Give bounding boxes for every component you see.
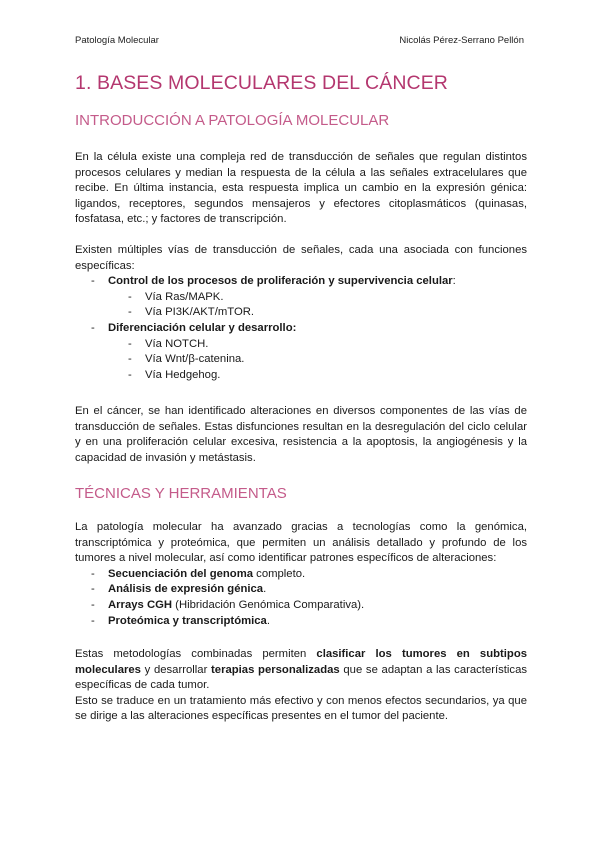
chapter-title: 1. BASES MOLECULARES DEL CÁNCER (75, 72, 448, 94)
list-item-bold: Análisis de expresión génica (108, 583, 264, 596)
text-bold: clasificar los tumores en subtipos moleculares (75, 648, 527, 676)
list-item-rest: (Hibridación Genómica Comparativa). (172, 598, 365, 611)
list-item-suffix: : (452, 275, 456, 288)
section-heading-intro: INTRODUCCIÓN A PATOLOGÍA MOLECULAR (75, 112, 390, 129)
paragraph-text: La patología molecular ha avanzado gracias a tecnologías como la genómica, transcriptómica y proteómica, que permiten un análisis detallado y profundo de los tumores a nivel molecular, así como identificar patrones específicos de alteraciones: (75, 521, 527, 565)
list-subitem: - Vía Ras/MAPK. (75, 290, 527, 306)
intro-paragraph-1 (75, 150, 527, 228)
list-item-bold: Control de los procesos de proliferación y supervivencia celular (108, 275, 453, 288)
paragraph-text (75, 647, 527, 694)
techniques-paragraph-1 (75, 520, 527, 629)
text-run: y desarrollar (140, 663, 212, 676)
list-item-rest: . (263, 583, 267, 596)
list-item-bold: Arrays CGH (108, 598, 173, 611)
list-subitem: - Vía PI3K/AKT/mTOR. (75, 305, 527, 321)
list-item (75, 582, 527, 598)
techniques-paragraph-2 (75, 647, 527, 725)
paragraph-text: Esto se traduce en un tratamiento más efectivo y con menos efectos secundarios, ya que se dirige a las alteraciones específicas presentes en el tumor del paciente. (75, 694, 527, 723)
list-item-bold: Proteómica y transcriptómica (108, 614, 267, 627)
header-course: Patología Molecular (75, 35, 159, 46)
header-author: Nicolás Pérez-Serrano Pellón (399, 35, 524, 46)
list-item (75, 614, 527, 630)
list-subitem: - Vía Wnt/β-catenina. (75, 352, 527, 368)
intro-paragraph-3 (75, 404, 527, 466)
paragraph-text: En la célula existe una compleja red de transducción de señales que regulan distintos procesos celulares y median la respuesta de la célula a las señales extracelulares que recibe. En última instancia, esta respuesta implica un cambio en la expresión génica: ligandos, receptores, segundos mensajeros y efectores citoplasmáticos (quinasas, fosfatasa, etc.; y factores de transcripción. (75, 151, 527, 226)
list-item (75, 598, 527, 614)
list-item-bold: Diferenciación celular y desarrollo: (108, 321, 297, 334)
intro-paragraph-2 (75, 243, 527, 383)
paragraph-text: En el cáncer, se han identificado alteraciones en diversos componentes de las vías de transducción de señales. Estas disfunciones resultan en la desregulación del ciclo celular y en una proliferación celular excesiva, resistencia a la apoptosis, la angiogénesis y la capacidad de invasión y metástasis. (75, 405, 527, 464)
list-item (75, 274, 527, 290)
list-item (75, 321, 527, 337)
text-bold: terapias personalizadas (211, 663, 340, 676)
text-run: Estas metodologías combinadas permiten (75, 648, 317, 660)
list-item-rest: completo. (253, 567, 306, 580)
list-subitem: - Vía NOTCH. (75, 337, 527, 353)
paragraph-text: Existen múltiples vías de transducción de señales, cada una asociada con funciones específicas: (75, 244, 527, 272)
pathway-list (75, 274, 527, 383)
text-run: que se adaptan a las características específicas de cada tumor. (75, 663, 527, 692)
list-item (75, 567, 527, 583)
techniques-list (75, 567, 527, 629)
section-heading-techniques: TÉCNICAS Y HERRAMIENTAS (75, 485, 287, 502)
list-item-bold: Secuenciación del genoma (108, 567, 254, 580)
list-item-rest: . (266, 614, 270, 627)
list-subitem: - Vía Hedgehog. (75, 368, 527, 384)
